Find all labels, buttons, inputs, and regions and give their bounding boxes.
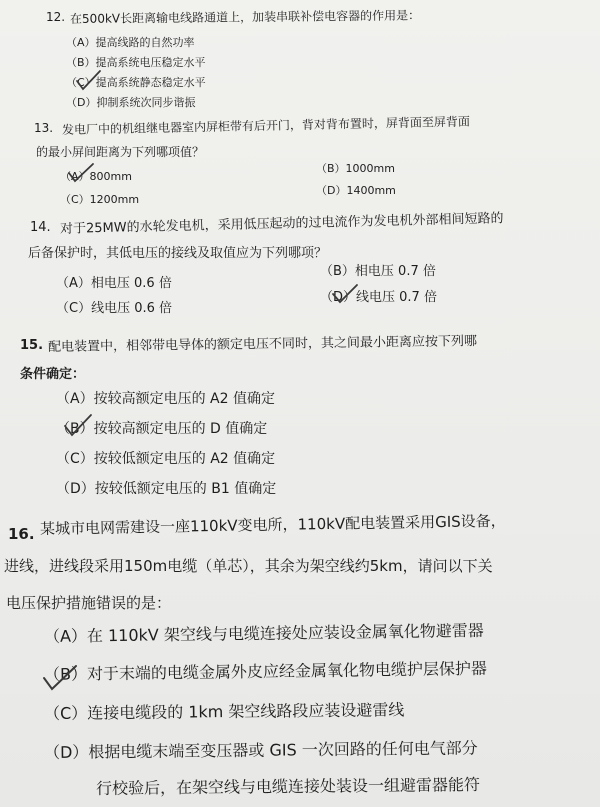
option-d: （D）根据电缆末端至变压器或 GIS 一次回路的任何电气部分 [43, 738, 478, 762]
question-stem: 发电厂中的机组继电器室内屏柜带有后开门，背对背布置时，屏背面至屏背面 [61, 114, 471, 137]
option-b: （B）按较高额定电压的 D 值确定 [56, 421, 268, 437]
question-number: 12. [46, 10, 66, 24]
option-d: （D）1400mm [316, 184, 396, 197]
question-number: 13. [34, 121, 54, 135]
question-stem: 后备保护时，其低电压的接线及取值应为下列哪项？ [28, 246, 328, 261]
option-b: （B）1000mm [316, 162, 395, 175]
option-a: （A）相电压 0.6 倍 [56, 276, 172, 291]
question-stem: 电压保护措施错误的是： [6, 594, 172, 612]
option-a: （A）800mm [60, 170, 132, 183]
option-c: （C）按较低额定电压的 A2 值确定 [56, 451, 276, 467]
question-stem: 某城市电网需建设一座110kV变电所，110kV配电装置采用GIS设备， [39, 511, 506, 538]
question-number: 14. [30, 220, 51, 235]
question-stem: 配电装置中，相邻带电导体的额定电压不同时，其之间最小距离应按下列哪 [47, 334, 478, 355]
option-d: （D）抑制系统次同步谐振 [66, 96, 196, 109]
option-d: （D）按较低额定电压的 B1 值确定 [56, 481, 277, 497]
option-b: （B）对于末端的电缆金属外皮应经金属氧化物电缆护层保护器 [43, 658, 488, 684]
option-c: （C）线电压 0.6 倍 [56, 301, 173, 316]
question-number: 16. [8, 525, 35, 543]
question-stem: 条件确定： [20, 367, 86, 382]
option-a: （A）按较高额定电压的 A2 值确定 [56, 391, 275, 407]
option-c: （C）1200mm [60, 193, 140, 206]
option-d: （D）线电压 0.7 倍 [320, 290, 437, 305]
question-stem: 的最小屏间距离为下列哪项值？ [36, 145, 205, 159]
option-c: （C）提高系统静态稳定水平 [66, 76, 206, 89]
option-b: （B）提高系统电压稳定水平 [66, 56, 206, 69]
option-a: （A）在 110kV 架空线与电缆连接处应装设金属氧化物避雷器 [43, 620, 484, 646]
question-number: 15. [20, 338, 44, 353]
option-a: （A）提高线路的自然功率 [66, 36, 195, 49]
question-stem: 在500kV长距离输电线路通道上，加装串联补偿电容器的作用是： [69, 8, 421, 26]
option-b: （B）相电压 0.7 倍 [320, 264, 436, 279]
question-stem: 进线，进线段采用150m电缆（单芯），其余为架空线约5km，请问以下关 [4, 557, 493, 575]
question-stem: 对于25MW的水轮发电机，采用低压起动的过电流作为发电机外部相间短路的 [59, 211, 504, 237]
option-c: （C）连接电缆段的 1km 架空线路段应装设避雷线 [43, 700, 405, 723]
option-d-continued: 行校验后，在架空线与电缆连接处装设一组避雷器能符 [95, 774, 481, 798]
